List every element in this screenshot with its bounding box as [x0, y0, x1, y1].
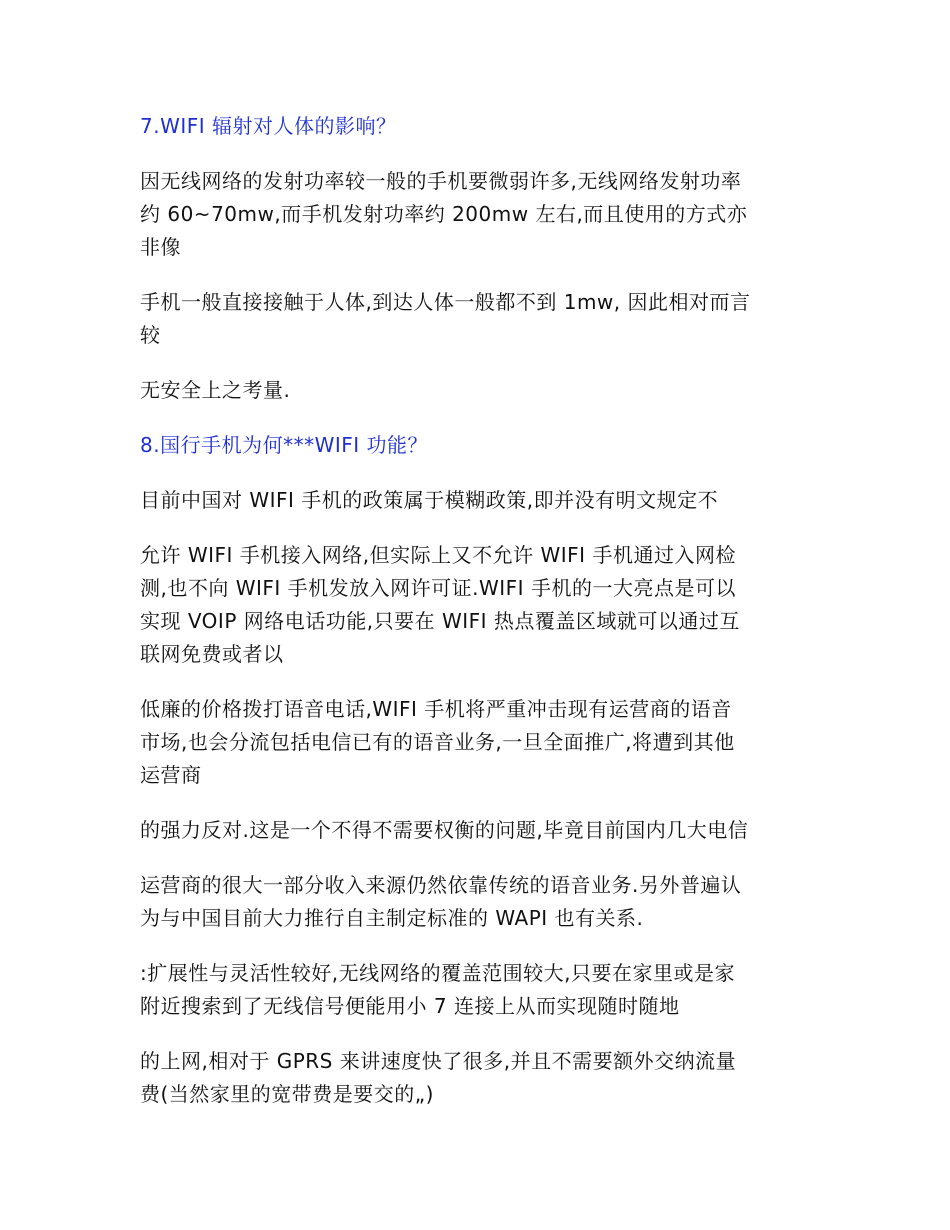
paragraph-7	[140, 814, 812, 847]
paragraph-line: 运营商	[140, 763, 202, 787]
paragraph-line: 较	[140, 323, 161, 347]
paragraph-9	[140, 957, 812, 1023]
paragraph-line: 因无线网络的发射功率较一般的手机要微弱许多,无线网络发射功率	[140, 169, 742, 193]
paragraph-line: 约 60~70mw,而手机发射功率约 200mw 左右,而且使用的方式亦	[140, 202, 748, 226]
paragraph-line: :扩展性与灵活性较好,无线网络的覆盖范围较大,只要在家里或是家	[140, 961, 735, 985]
paragraph-line: 实现 VOIP 网络电话功能,只要在 WIFI 热点覆盖区域就可以通过互	[140, 609, 740, 633]
paragraph-line: 低廉的价格拨打语音电话,WIFI 手机将严重冲击现有运营商的语音	[140, 697, 732, 721]
paragraph-6	[140, 693, 812, 792]
section-heading-8: 8.国行手机为何***WIFI 功能？	[140, 433, 429, 457]
paragraph-line: 附近搜索到了无线信号便能用小 7 连接上从而实现随时随地	[140, 994, 680, 1018]
paragraph-line: 允许 WIFI 手机接入网络,但实际上又不允许 WIFI 手机通过入网检	[140, 543, 736, 567]
paragraph-line: 手机一般直接接触于人体,到达人体一般都不到 1mw, 因此相对而言	[140, 290, 751, 314]
paragraph-8	[140, 869, 812, 935]
paragraph-line: 测,也不向 WIFI 手机发放入网许可证.WIFI 手机的一大亮点是可以	[140, 576, 736, 600]
paragraph-1	[140, 165, 812, 264]
paragraph-line: 运营商的很大一部分收入来源仍然依靠传统的语音业务.另外普遍认	[140, 873, 742, 897]
paragraph-line: 为与中国目前大力推行自主制定标准的 WAPI 也有关系.	[140, 906, 644, 930]
section-heading-7: 7.WIFI 辐射对人体的影响？	[140, 114, 397, 138]
paragraph-5	[140, 539, 812, 671]
paragraph-3	[140, 374, 812, 407]
paragraph-line: 费(当然家里的宽带费是要交的„)	[140, 1082, 434, 1106]
paragraph-line: 无安全上之考量.	[140, 378, 291, 402]
paragraph-4	[140, 484, 812, 517]
paragraph-line: 的强力反对.这是一个不得不需要权衡的问题,毕竟目前国内几大电信	[140, 818, 749, 842]
paragraph-line: 非像	[140, 235, 181, 259]
paragraph-line: 市场,也会分流包括电信已有的语音业务,一旦全面推广,将遭到其他	[140, 730, 735, 754]
paragraph-2	[140, 286, 812, 352]
paragraph-line: 目前中国对 WIFI 手机的政策属于模糊政策,即并没有明文规定不	[140, 488, 719, 512]
document-page	[140, 110, 812, 1133]
paragraph-line: 的上网,相对于 GPRS 来讲速度快了很多,并且不需要额外交纳流量	[140, 1049, 737, 1073]
paragraph-10	[140, 1045, 812, 1111]
paragraph-line: 联网免费或者以	[140, 642, 284, 666]
